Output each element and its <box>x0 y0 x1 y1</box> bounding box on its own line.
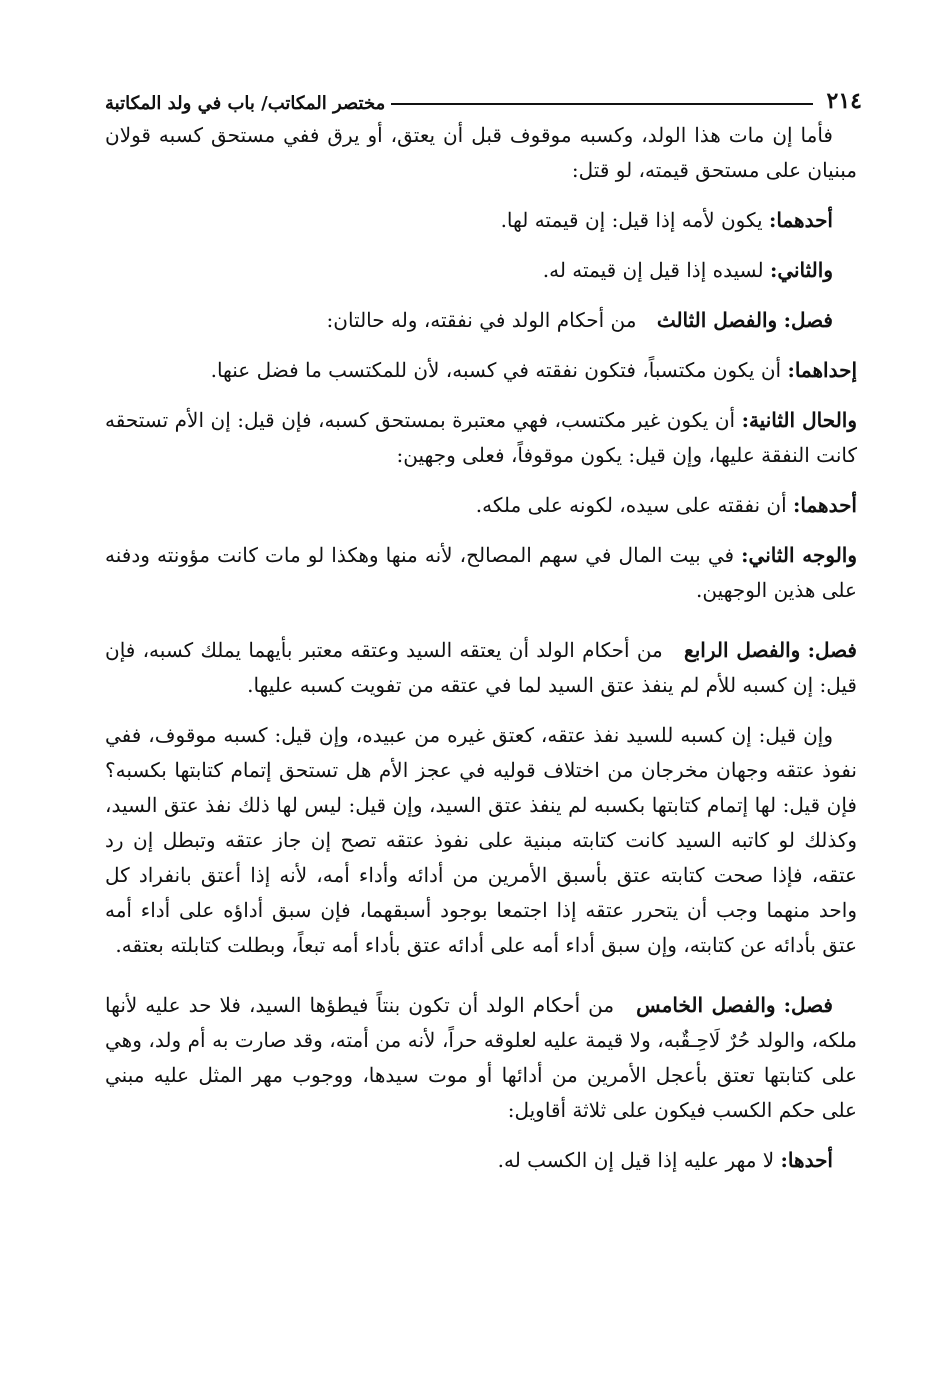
section-lead: فصل: <box>807 638 857 662</box>
paragraph-6 <box>105 403 857 473</box>
paragraph-lead: أحدها: <box>780 1148 833 1172</box>
paragraph-1 <box>105 118 857 188</box>
paragraph-text: من أحكام الولد أن تكون بنتاً فيطؤها السيد، فلا حد عليه لأنها ملكه، والولد حُرٌ لَاحِـقٌبه، ولا قيمة عليه لعلوقه حراً، لأنه من أمته، وقد صارت به أم ولد، وهي على كتابتها تعتق بأعجل الأمرين من أدائها أو موت سيدها، ووجوب مهر المثل عليه مبني على حكم الكسب فيكون على ثلاثة أقاويل: <box>105 993 857 1122</box>
paragraph-10 <box>105 718 857 963</box>
paragraph-text: يكون لأمه إذا قيل: إن قيمته لها. <box>500 208 763 232</box>
paragraph-7 <box>105 488 857 523</box>
paragraph-text: أن يكون غير مكتسب، فهي معتبرة بمستحق كسبه، فإن قيل: إن الأم تستحقه كانت النفقة عليها، وإن قيل: يكون موقوفاً، فعلى وجهين: <box>105 408 857 467</box>
paragraph-text: لسيده إذا قيل إن قيمته له. <box>542 258 764 282</box>
paragraph-8 <box>105 538 857 608</box>
paragraph-lead: والثاني: <box>769 258 833 282</box>
section-title: والفصل الخامس <box>636 993 776 1017</box>
section-5-heading <box>105 988 857 1128</box>
paragraph-text: في بيت المال في سهم المصالح، لأنه منها وهكذا لو مات كانت مؤونته ودفنه على هذين الوجهين. <box>105 543 857 602</box>
paragraph-lead: أحدهما: <box>768 208 833 232</box>
paragraph-text: أن نفقته على سيده، لكونه على ملكه. <box>475 493 787 517</box>
paragraph-5 <box>105 353 857 388</box>
section-lead: فصل: <box>783 308 833 332</box>
section-title: والفصل الرابع <box>684 638 801 662</box>
paragraph-text: وإن قيل: إن كسبه للسيد نفذ عتقه، كعتق غيره من عبيده، وإن قيل: كسبه موقوف، ففي نفوذ عتقه وجهان مخرجان من اختلاف قوليه في عجز الأم هل تستحق إتمام كتابتها بكسبه؟ فإن قيل: لها إتمام كتابتها بكسبه لم ينفذ عتق السيد، وإن قيل: ليس لها ذلك نفذ عتق السيد، وكذلك لو كاتبه السيد كانت كتابته مبنية على نفوذ عتقه تصح إن جاز عتقه وتبطل إن رد عتقه، فإذا صحت كتابته عتق بأسبق الأمرين من أدائه وأداء أمه، لأنه إذا أعتق بانفراد كل واحد منهما وجب أن يتحرر عتقه إذا اجتمعا بوجود أسبقهما، فإن سبق أداؤه على أداء أمه عتق بأدائه عن كتابته، وإن سبق أداء أمه على أدائه عتق بأداء أمه تبعاً، وبطلت كتابلته بعتقه. <box>105 723 857 957</box>
section-title: والفصل الثالث <box>656 308 778 332</box>
section-4-heading <box>105 633 857 703</box>
page-body <box>105 118 857 1193</box>
paragraph-lead: والوجه الثاني: <box>741 543 858 567</box>
section-3-heading <box>105 303 857 338</box>
running-title: مختصر المكاتب/ باب في ولد المكاتبة <box>105 93 386 114</box>
paragraph-2 <box>105 203 857 238</box>
paragraph-text: من أحكام الولد أن يعتقه السيد وعتقه معتبر بأيهما يملك كسبه، فإن قيل: إن كسبه للأم لم ينفذ عتق السيد لما في عتقه من تفويت كسبه عليها. <box>105 638 857 697</box>
paragraph-lead: والحال الثانية: <box>741 408 857 432</box>
page-number: ٢١٤ <box>826 88 862 114</box>
paragraph-text: فأما إن مات هذا الولد، وكسبه موقوف قبل أن يعتق، أو يرق ففي مستحق كسبه قولان مبنيان على مستحق قيمته، لو قتل: <box>105 123 857 182</box>
paragraph-12 <box>105 1143 857 1178</box>
running-header <box>105 74 862 114</box>
paragraph-text: أن يكون مكتسباً، فتكون نفقته في كسبه، لأن للمكتسب ما فضل عنها. <box>210 358 782 382</box>
paragraph-lead: أحدهما: <box>792 493 857 517</box>
paragraph-3 <box>105 253 857 288</box>
paragraph-text: لا مهر عليه إذا قيل إن الكسب له. <box>497 1148 775 1172</box>
section-lead: فصل: <box>783 993 833 1017</box>
paragraph-text: من أحكام الولد في نفقته، وله حالتان: <box>326 308 637 332</box>
paragraph-lead: إحداهما: <box>787 358 857 382</box>
header-rule <box>391 103 812 105</box>
